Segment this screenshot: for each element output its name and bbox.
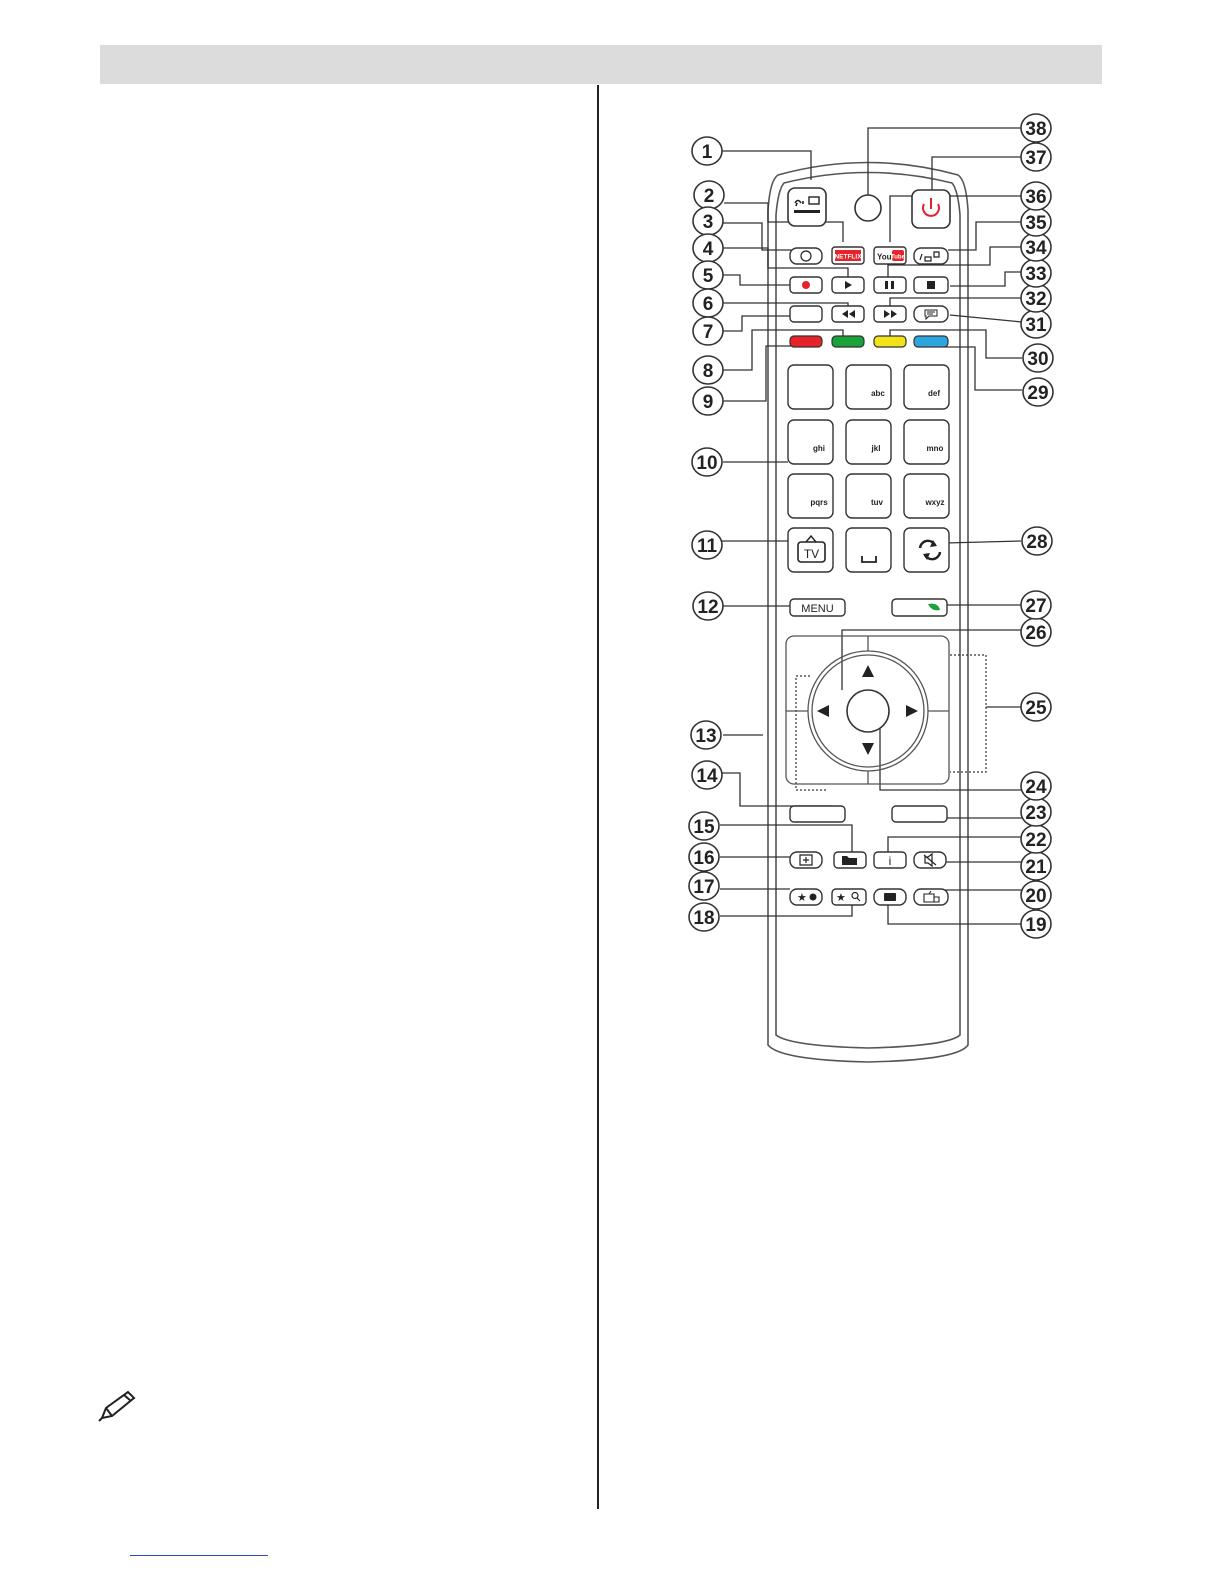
search-button[interactable] [832, 889, 866, 905]
green-key[interactable] [832, 336, 864, 347]
callout-number: 2 [703, 186, 715, 207]
key-1[interactable] [788, 365, 833, 409]
callout-7 [693, 317, 723, 345]
callout-16 [689, 843, 719, 871]
exit-button[interactable] [892, 806, 947, 822]
stop-button[interactable] [914, 277, 948, 293]
callout-number: 31 [1025, 315, 1047, 336]
callout-number: 33 [1025, 264, 1047, 285]
key-4-label: ghi [813, 444, 825, 453]
down-arrow-icon[interactable] [862, 743, 874, 755]
callout-35 [1021, 208, 1051, 236]
callout-2 [694, 181, 724, 209]
callout-number: 6 [702, 294, 714, 315]
callout-6 [693, 289, 723, 317]
key-7-label: pqrs [810, 498, 828, 507]
key-6[interactable] [904, 420, 949, 464]
callout-5 [693, 261, 723, 289]
callout-37 [1021, 143, 1051, 171]
callout-number: 4 [702, 239, 714, 260]
callout-number: 35 [1025, 213, 1047, 234]
key-8-label: tuv [871, 498, 883, 507]
callout-1 [692, 137, 722, 165]
youtube-label-you: You [877, 252, 892, 262]
callout-33 [1021, 259, 1051, 287]
callout-10 [692, 448, 722, 476]
tv-label: TV [803, 547, 820, 561]
key-9-label: wxyz [925, 498, 945, 507]
callout-number: 26 [1025, 623, 1047, 644]
callout-23 [1021, 798, 1051, 826]
power-button[interactable] [912, 190, 950, 228]
teletext-icon [884, 893, 896, 901]
media-browser-button[interactable] [914, 248, 948, 264]
screen-button[interactable] [790, 852, 822, 868]
swap-button[interactable] [904, 528, 949, 572]
callout-leader-lines [720, 128, 1022, 924]
callout-17 [689, 872, 719, 900]
callout-21 [1021, 852, 1051, 880]
callout-13 [691, 721, 721, 749]
callout-36 [1021, 182, 1051, 210]
callout-number: 17 [693, 877, 715, 898]
key-4[interactable] [788, 420, 833, 464]
key-6-label: mno [926, 444, 944, 453]
callout-20 [1021, 881, 1051, 909]
callout-4 [693, 234, 723, 262]
callout-8 [693, 356, 723, 384]
key-9[interactable] [904, 474, 949, 518]
callout-19 [1021, 910, 1051, 938]
callout-number: 19 [1025, 915, 1047, 936]
youtube-label-tube: Tube [891, 254, 905, 261]
callout-number: 10 [696, 453, 718, 474]
ok-button[interactable] [847, 690, 889, 732]
key-5[interactable] [846, 420, 891, 464]
left-arrow-icon[interactable] [817, 705, 829, 717]
info-button[interactable] [874, 852, 906, 868]
callout-number: 24 [1025, 777, 1047, 798]
callout-22 [1021, 825, 1051, 853]
callout-32 [1021, 284, 1051, 312]
callout-number: 38 [1025, 119, 1047, 140]
netflix-button[interactable] [832, 247, 864, 264]
text-button[interactable] [874, 889, 906, 905]
callout-15 [689, 812, 719, 840]
callout-9 [693, 387, 723, 415]
callout-34 [1021, 233, 1051, 261]
callout-number: 27 [1025, 596, 1047, 617]
callout-26 [1021, 618, 1051, 646]
callout-number: 32 [1025, 289, 1047, 310]
callout-number: 34 [1025, 238, 1047, 259]
callout-12 [693, 592, 723, 620]
play-button[interactable] [832, 277, 864, 293]
callout-number: 29 [1027, 383, 1049, 404]
netflix-label: NETFLIX [834, 253, 862, 261]
callout-number: 9 [702, 392, 714, 413]
key-2[interactable] [846, 365, 891, 409]
key-2-label: abc [871, 389, 885, 398]
pause-button[interactable] [874, 277, 906, 293]
callout-number: 18 [693, 908, 715, 929]
info-label: i [888, 854, 892, 868]
subtitles-button[interactable] [914, 306, 948, 322]
callout-11 [692, 531, 722, 559]
callout-number: 22 [1025, 830, 1047, 851]
callout-number: 36 [1025, 187, 1047, 208]
key-8[interactable] [846, 474, 891, 518]
stop-icon [927, 281, 935, 289]
my-button[interactable] [834, 852, 866, 868]
callout-number: 8 [702, 361, 714, 382]
callout-14 [692, 761, 722, 789]
callout-38 [1021, 114, 1051, 142]
menu-label: MENU [801, 603, 834, 615]
callout-number: 21 [1025, 857, 1047, 878]
ir-sensor-indicator [855, 195, 881, 221]
callout-number: 28 [1026, 532, 1048, 553]
callout-number: 7 [702, 322, 714, 343]
yellow-key[interactable] [874, 336, 906, 347]
callout-25 [1021, 693, 1051, 721]
up-arrow-icon[interactable] [862, 665, 874, 677]
callout-number: 37 [1025, 148, 1047, 169]
red-key[interactable] [790, 336, 822, 347]
key-3-label: def [928, 389, 940, 398]
callout-31 [1021, 310, 1051, 338]
callout-number: 1 [701, 142, 713, 163]
callout-18 [689, 903, 719, 931]
key-5-label: jkl [871, 444, 881, 453]
callout-number: 5 [702, 266, 714, 287]
record-button[interactable] [790, 277, 822, 293]
star-icon: ★ [797, 892, 807, 904]
energy-save-button[interactable] [892, 599, 947, 616]
callout-28 [1022, 527, 1052, 555]
callout-number: 14 [696, 766, 718, 787]
rewind-button[interactable] [832, 306, 864, 322]
youtube-button[interactable] [874, 247, 906, 264]
callout-29 [1023, 378, 1053, 406]
star-icon: ★ [836, 892, 846, 904]
callout-27 [1021, 591, 1051, 619]
callout-number: 30 [1027, 349, 1049, 370]
callout-24 [1021, 772, 1051, 800]
internet-button[interactable] [790, 248, 822, 264]
key-3[interactable] [904, 365, 949, 409]
callout-number: 20 [1025, 886, 1047, 907]
fast-forward-button[interactable] [874, 306, 906, 322]
callout-number: 15 [693, 817, 715, 838]
epg-button[interactable] [914, 889, 948, 905]
source-button[interactable] [788, 188, 826, 226]
callout-number: 16 [693, 848, 715, 869]
key-7[interactable] [788, 474, 833, 518]
callout-30 [1023, 344, 1053, 372]
blue-key[interactable] [914, 336, 948, 347]
callout-number: 23 [1025, 803, 1047, 824]
favourite-button[interactable] [790, 889, 822, 905]
return-button[interactable] [790, 806, 845, 822]
back-button[interactable] [790, 306, 822, 322]
callout-3 [693, 207, 723, 235]
callout-number: 25 [1025, 698, 1047, 719]
callout-number: 13 [695, 726, 717, 747]
callout-number: 11 [696, 536, 718, 557]
menu-button[interactable] [790, 599, 845, 616]
callout-number: 3 [702, 212, 714, 233]
callout-badges [689, 114, 1053, 938]
gear-icon [810, 894, 817, 901]
callout-number: 12 [697, 597, 719, 618]
key-0[interactable] [846, 528, 891, 572]
record-icon [802, 281, 810, 289]
right-arrow-icon[interactable] [906, 705, 918, 717]
mute-button[interactable] [914, 852, 946, 868]
